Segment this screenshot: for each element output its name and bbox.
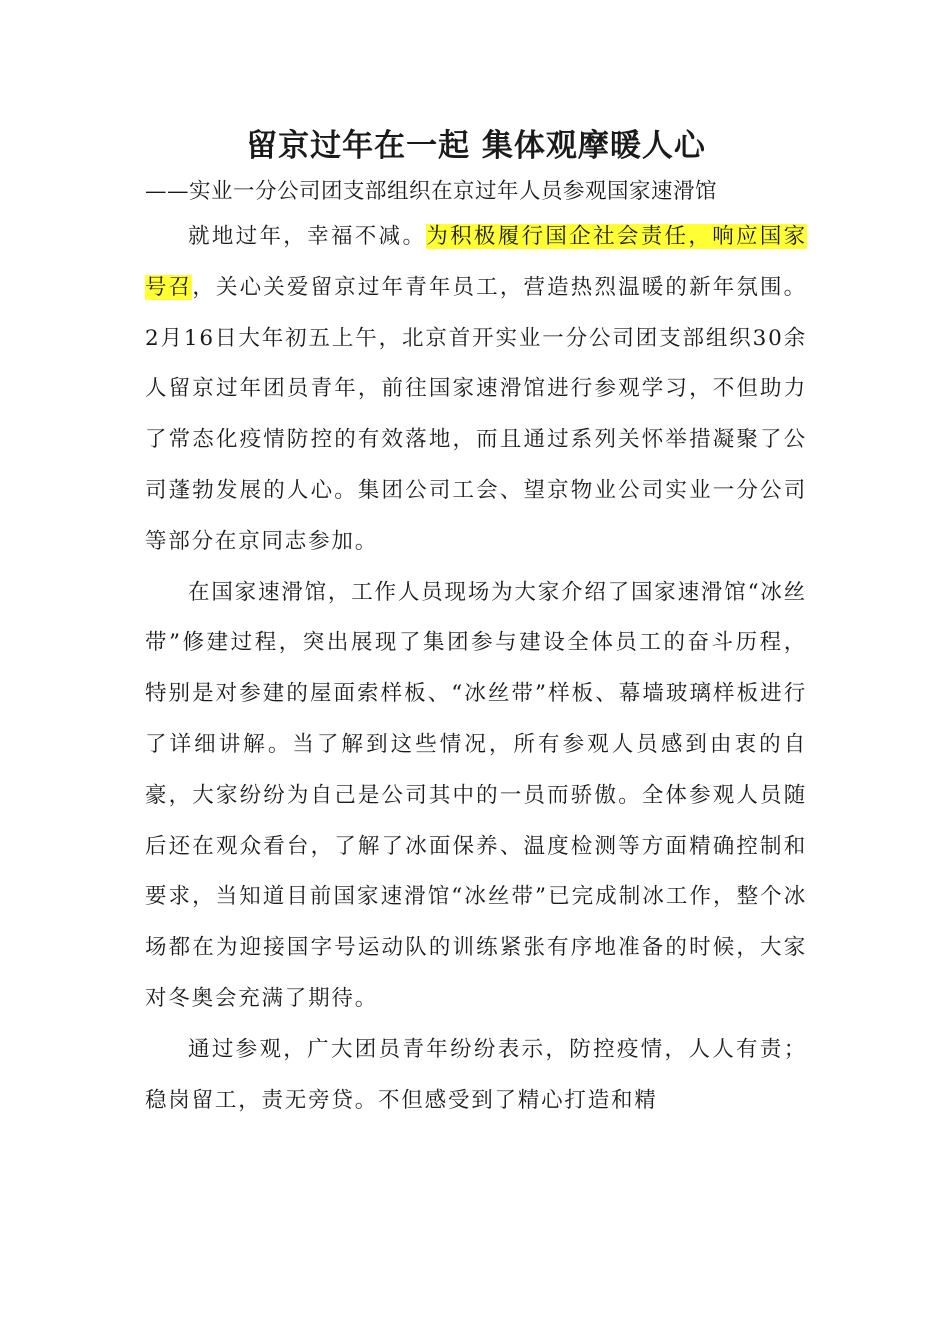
paragraph-2: 在国家速滑馆，工作人员现场为大家介绍了国家速滑馆“冰丝带”修建过程，突出展现了集团参与建设全体员工的奋斗历程，特别是对参建的屋面索样板、“冰丝带”样板、幕墙玻璃样板进行了详细讲解。当了解到这些情况，所有参观人员感到由衷的自豪，大家纷纷为自己是公司其中的一员而骄傲。全体参观人员随后还在观众看台，了解了冰面保养、温度检测等方面精确控制和要求，当知道目前国家速滑馆“冰丝带”已完成制冰工作，整个冰场都在为迎接国字号运动队的训练紧张有序地准备的时候，大家对冬奥会充满了期待。 [145, 579, 807, 1011]
paragraph-3: 通过参观，广大团员青年纷纷表示，防控疫情，人人有责；稳岗留工，责无旁贷。不但感受到了精心打造和精 [145, 1036, 807, 1113]
document-page [145, 120, 807, 1126]
document-subtitle: ——实业一分公司团支部组织在京过年人员参观国家速滑馆 [145, 179, 718, 204]
paragraph-1 [145, 212, 807, 568]
paragraph-1-intro: 就地过年，幸福不减。 [188, 224, 427, 249]
document-title: 留京过年在一起 集体观摩暖人心 [246, 128, 706, 164]
paragraph-1-rest: ，关心关爱留京过年青年员工，营造热烈温暖的新年氛围。2月16日大年初五上午，北京首开实业一分公司团支部组织30余人留京过年团员青年，前往国家速滑馆进行参观学习，不但助力了常态化疫情防控的有效落地，而且通过系列关怀举措凝聚了公司蓬勃发展的人心。集团公司工会、望京物业公司实业一分公司等部分在京同志参加。 [145, 274, 807, 554]
highlighted-text: 为积极履行国企社会责任，响应国家号召 [145, 224, 807, 300]
